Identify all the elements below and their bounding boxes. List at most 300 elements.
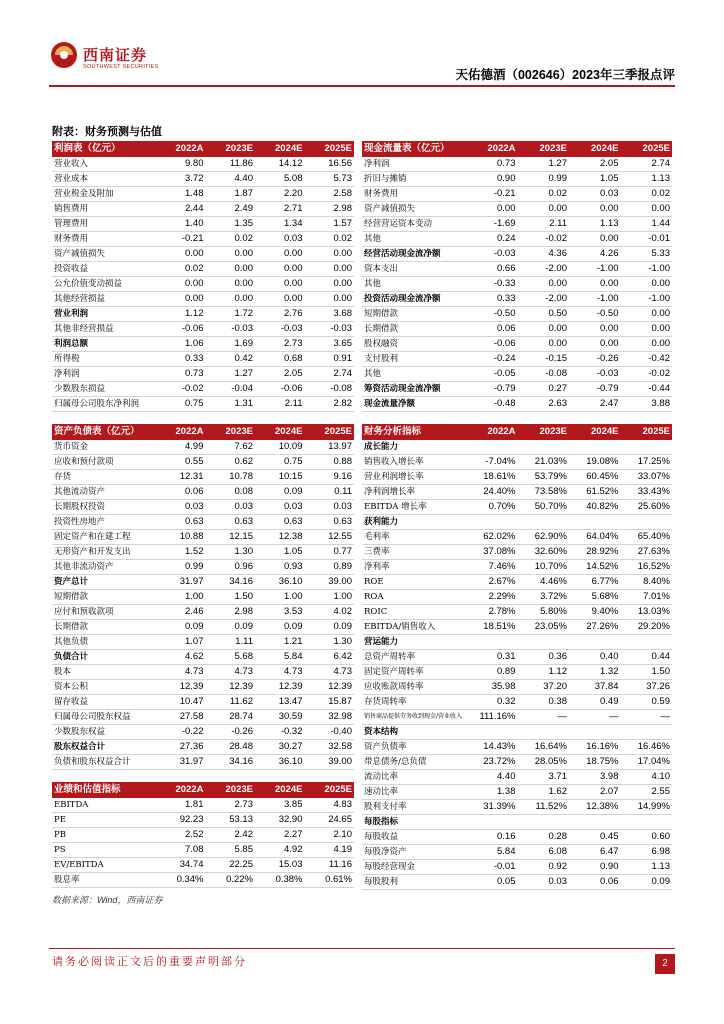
cell-value: 6.08 [518,845,570,860]
row-label: 利润总额 [52,337,156,352]
cell-value: -0.50 [569,307,621,322]
row-label: 三费率 [362,545,466,560]
cell-value: 2.63 [518,397,570,412]
cell-value: 0.00 [255,292,305,307]
cell-value: 0.50 [518,307,570,322]
row-label: 所得税 [52,352,156,367]
cell-value: 53.79% [518,470,570,485]
cell-value: 3.88 [621,397,673,412]
cell-value: 3.72% [518,590,570,605]
table-row [362,247,672,262]
cell-value: 18.75% [569,755,621,770]
cell-value: 0.00 [569,337,621,352]
cell-value: 23.72% [466,755,518,770]
cell-value: -0.26 [569,352,621,367]
cell-value: 9.40% [569,605,621,620]
cell-value: 4.19 [305,843,355,858]
table-row [362,875,672,890]
table-row [52,843,354,858]
cell-value: 1.69 [206,337,256,352]
row-label: 销售收入增长率 [362,455,466,470]
cell-value: -7.04% [466,455,518,470]
cell-value: 4.46% [518,575,570,590]
row-label: 每股股利 [362,875,466,890]
cell-value: 13.97 [305,440,355,455]
cell-value [569,725,621,740]
cell-value [466,515,518,530]
cell-value: 0.00 [255,262,305,277]
cell-value: 61.52% [569,485,621,500]
table-row [52,740,354,755]
year-header: 2022A [156,141,206,157]
cell-value: 5.84 [466,845,518,860]
cell-value: 1.62 [518,785,570,800]
cell-value: 2.10 [305,828,355,843]
cell-value: 0.11 [305,485,355,500]
table-row [52,187,354,202]
cell-value: 6.47 [569,845,621,860]
table-row [52,307,354,322]
cell-value: 0.03 [255,232,305,247]
cell-value: 2.74 [305,367,355,382]
cell-value: 4.40 [466,770,518,785]
cell-value: 0.00 [569,277,621,292]
row-label: 带息债务/总负债 [362,755,466,770]
row-label: 少数股东权益 [52,725,156,740]
row-label: 负债和股东权益合计 [52,755,156,770]
cell-value: 30.59 [255,710,305,725]
cell-value: 1.31 [206,397,256,412]
cell-value: -0.02 [156,382,206,397]
logo-text-cn: 西南证券 [83,46,148,64]
cell-value: 0.93 [255,560,305,575]
cell-value: — [518,710,570,725]
row-label: EBITDA/销售收入 [362,620,466,635]
row-label: 营运能力 [362,635,466,650]
cell-value: 13.03% [621,605,673,620]
row-label: 固定资产周转率 [362,665,466,680]
row-label: 无形资产和开发支出 [52,545,156,560]
cell-value [621,635,673,650]
cell-value: 9.80 [156,157,206,172]
cell-value: 50.70% [518,500,570,515]
cell-value: 0.99 [518,172,570,187]
row-label: 股利支付率 [362,800,466,815]
cell-value: 2.29% [466,590,518,605]
row-label: 每股经营现金 [362,860,466,875]
cell-value: 31.39% [466,800,518,815]
cell-value: 0.09 [621,875,673,890]
cell-value: 0.09 [206,620,256,635]
cashflow-header-row [362,141,672,157]
cell-value: 0.00 [466,202,518,217]
row-label: 短期借款 [362,307,466,322]
table-row [362,500,672,515]
year-header: 2024E [255,141,305,157]
cell-value: 1.40 [156,217,206,232]
table-row [362,187,672,202]
cell-value: 0.00 [206,292,256,307]
cell-value: 1.11 [206,635,256,650]
cell-value: 28.48 [206,740,256,755]
cell-value: 4.62 [156,650,206,665]
table-row [52,575,354,590]
cell-value: 15.03 [255,858,305,873]
row-label: ROIC [362,605,466,620]
table-row [362,352,672,367]
year-header: 2022A [156,782,206,798]
header-divider [49,85,675,87]
year-header: 2023E [206,424,256,440]
table-row [52,262,354,277]
cell-value [518,725,570,740]
cell-value: -0.26 [206,725,256,740]
cell-value: -2.00 [518,292,570,307]
table-row [362,262,672,277]
cell-value: 40.82% [569,500,621,515]
table-row [362,337,672,352]
cell-value: 0.44 [621,650,673,665]
row-label: 毛利率 [362,530,466,545]
table-row [52,680,354,695]
cell-value: 37.08% [466,545,518,560]
year-header: 2025E [305,141,355,157]
cell-value: 12.55 [305,530,355,545]
cell-value: 5.80% [518,605,570,620]
cell-value: 0.33 [466,292,518,307]
row-label: 资本结构 [362,725,466,740]
table-row [362,202,672,217]
cell-value: 6.98 [621,845,673,860]
cell-value: 0.02 [518,187,570,202]
table-row [52,367,354,382]
cell-value: 8.40% [621,575,673,590]
cell-value: 2.05 [255,367,305,382]
table-row [362,322,672,337]
cell-value: 1.06 [156,337,206,352]
cell-value [569,635,621,650]
table-row [52,635,354,650]
disclaimer-text: 请务必阅读正文后的重要声明部分 [52,955,247,968]
cell-value: 13.47 [255,695,305,710]
cell-value [466,725,518,740]
cell-value [466,440,518,455]
row-label: EBITDA [52,798,156,813]
year-header: 2025E [621,141,673,157]
table-row [52,873,354,888]
cell-value: 17.04% [621,755,673,770]
cell-value: 18.61% [466,470,518,485]
row-label: 营业利润增长率 [362,470,466,485]
cell-value: 0.63 [206,515,256,530]
cell-value: 1.34 [255,217,305,232]
cell-value: 14.43% [466,740,518,755]
year-header: 2023E [206,141,256,157]
year-header: 2024E [569,141,621,157]
cell-value: 32.58 [305,740,355,755]
table-row [362,635,672,650]
cell-value: 32.90 [255,813,305,828]
cell-value: -2.00 [518,262,570,277]
year-header: 2025E [305,424,355,440]
cell-value: 1.32 [569,665,621,680]
cell-value: 4.26 [569,247,621,262]
cell-value: 0.00 [518,277,570,292]
cell-value: 35.98 [466,680,518,695]
cell-value: 53.13 [206,813,256,828]
row-label: 其他非经营损益 [52,322,156,337]
cell-value: 2.05 [569,157,621,172]
cell-value: 0.09 [305,620,355,635]
cell-value: 4.40 [206,172,256,187]
cell-value: 27.26% [569,620,621,635]
table-row [362,605,672,620]
cell-value: 2.78% [466,605,518,620]
cell-value: 0.59 [621,695,673,710]
cell-value: 2.74 [621,157,673,172]
table-row [52,665,354,680]
cell-value: 64.04% [569,530,621,545]
table-row [52,755,354,770]
page-number: 2 [655,954,675,974]
cell-value [621,440,673,455]
cell-value: 10.47 [156,695,206,710]
cell-value: 0.24 [466,232,518,247]
cell-value: 1.44 [621,217,673,232]
row-label: EBITDA 增长率 [362,500,466,515]
cell-value: 6.42 [305,650,355,665]
cell-value: 0.63 [156,515,206,530]
cell-value: 12.38 [255,530,305,545]
row-label: 每股收益 [362,830,466,845]
row-label: 短期借款 [52,590,156,605]
cell-value: 16.64% [518,740,570,755]
cell-value: 2.55 [621,785,673,800]
cell-value: 92.23 [156,813,206,828]
logo-emblem-icon [49,40,79,70]
cell-value: 22.25 [206,858,256,873]
cell-value: 17.25% [621,455,673,470]
cell-value: 0.09 [255,485,305,500]
cell-value: 2.67% [466,575,518,590]
table-row [52,695,354,710]
cell-value: -0.02 [621,367,673,382]
cell-value: 0.00 [305,262,355,277]
cell-value: 0.73 [466,157,518,172]
table-row [362,710,672,725]
cell-value: 0.05 [466,875,518,890]
row-label: EV/EBITDA [52,858,156,873]
cell-value: -0.03 [569,367,621,382]
cell-value: 2.27 [255,828,305,843]
cell-value: 3.72 [156,172,206,187]
table-row [52,828,354,843]
table-row [362,650,672,665]
year-header: 2023E [518,424,570,440]
cell-value: 30.27 [255,740,305,755]
analysis-title: 财务分析指标 [362,424,466,440]
appendix-title: 附表：财务预测与估值 [52,126,162,138]
cell-value: 12.39 [206,680,256,695]
cell-value: 0.90 [569,860,621,875]
cell-value: 4.92 [255,843,305,858]
cell-value: 0.45 [569,830,621,845]
cell-value: 4.02 [305,605,355,620]
row-label: 净利润 [52,367,156,382]
cell-value: 11.62 [206,695,256,710]
cell-value: 10.15 [255,470,305,485]
table-row [52,277,354,292]
row-label: 资产减值损失 [362,202,466,217]
cell-value: 15.87 [305,695,355,710]
cell-value: 0.90 [466,172,518,187]
table-row [52,650,354,665]
row-label: 公允价值变动损益 [52,277,156,292]
cell-value: 2.98 [206,605,256,620]
row-label: 净利率 [362,560,466,575]
row-label: 筹资活动现金流净额 [362,382,466,397]
cell-value: 4.73 [305,665,355,680]
cell-value: 0.00 [569,322,621,337]
valuation-table [52,782,354,888]
cell-value: 0.31 [466,650,518,665]
row-label: 营业成本 [52,172,156,187]
cell-value: 37.20 [518,680,570,695]
cell-value: 6.77% [569,575,621,590]
cell-value: 2.82 [305,397,355,412]
cell-value: 0.00 [206,247,256,262]
row-label: 总资产周转率 [362,650,466,665]
row-label: 应收和预付款项 [52,455,156,470]
cell-value [466,635,518,650]
cashflow-title: 现金流量表（亿元） [362,141,466,157]
cell-value: 0.03 [156,500,206,515]
cell-value: 0.38% [255,873,305,888]
table-row [52,545,354,560]
cell-value: 2.73 [206,798,256,813]
cell-value: 0.92 [518,860,570,875]
cell-value: 36.10 [255,755,305,770]
table-row [362,695,672,710]
cell-value: -0.05 [466,367,518,382]
row-label: PB [52,828,156,843]
table-row [362,560,672,575]
cell-value: 0.27 [518,382,570,397]
cell-value: 24.65 [305,813,355,828]
year-header: 2025E [305,782,355,798]
cell-value: 0.03 [305,500,355,515]
cell-value: 0.00 [621,277,673,292]
cell-value: 0.38 [518,695,570,710]
cell-value: 2.98 [305,202,355,217]
cell-value: 33.43% [621,485,673,500]
cell-value: 29.20% [621,620,673,635]
cell-value: -0.33 [466,277,518,292]
table-row [52,813,354,828]
cell-value: 0.89 [466,665,518,680]
table-row [362,815,672,830]
table-row [52,605,354,620]
income-header-row [52,141,354,157]
cell-value: 27.58 [156,710,206,725]
cell-value: 3.68 [305,307,355,322]
cell-value: 31.97 [156,755,206,770]
cell-value: 0.32 [466,695,518,710]
cell-value: 0.49 [569,695,621,710]
logo-text-en: SOUTHWEST SECURITIES [83,64,159,70]
cell-value: 12.38% [569,800,621,815]
cell-value: 1.35 [206,217,256,232]
cell-value: -1.69 [466,217,518,232]
table-row [362,172,672,187]
cell-value: 4.10 [621,770,673,785]
row-label: 长期股权投资 [52,500,156,515]
cell-value: 5.73 [305,172,355,187]
cell-value: 1.00 [305,590,355,605]
valuation-header-row [52,782,354,798]
table-row [362,830,672,845]
cell-value: 19.08% [569,455,621,470]
cell-value: -0.79 [569,382,621,397]
cell-value: 0.62 [206,455,256,470]
analysis-table [362,424,672,890]
table-row [362,740,672,755]
row-label: 资产负债率 [362,740,466,755]
row-label: 流动比率 [362,770,466,785]
cell-value: 0.40 [569,650,621,665]
cell-value: 0.96 [206,560,256,575]
table-row [362,770,672,785]
cell-value: 0.09 [255,620,305,635]
row-label: 应付和预收款项 [52,605,156,620]
cell-value: 1.27 [518,157,570,172]
cell-value: 0.73 [156,367,206,382]
cell-value: 1.52 [156,545,206,560]
cell-value: 2.44 [156,202,206,217]
table-row [362,470,672,485]
cell-value: 0.63 [255,515,305,530]
table-row [362,545,672,560]
table-row [362,485,672,500]
cell-value: 0.91 [305,352,355,367]
cell-value: 2.42 [206,828,256,843]
table-row [362,845,672,860]
row-label: 营业税金及附加 [52,187,156,202]
cell-value: -0.03 [206,322,256,337]
table-row [52,172,354,187]
table-row [52,232,354,247]
cell-value: 4.73 [156,665,206,680]
cell-value: 4.83 [305,798,355,813]
table-row [362,860,672,875]
cell-value: 12.39 [255,680,305,695]
table-row [52,470,354,485]
cell-value: 28.74 [206,710,256,725]
row-label: PS [52,843,156,858]
cell-value: -0.04 [206,382,256,397]
cell-value: 5.68% [569,590,621,605]
cell-value: 1.00 [255,590,305,605]
cell-value: 10.09 [255,440,305,455]
cell-value: 1.50 [621,665,673,680]
cell-value: 0.08 [206,485,256,500]
cell-value: -0.06 [156,322,206,337]
cell-value: -0.08 [518,367,570,382]
year-header: 2024E [255,424,305,440]
cell-value: 0.61% [305,873,355,888]
cell-value: 0.28 [518,830,570,845]
cell-value: 28.92% [569,545,621,560]
